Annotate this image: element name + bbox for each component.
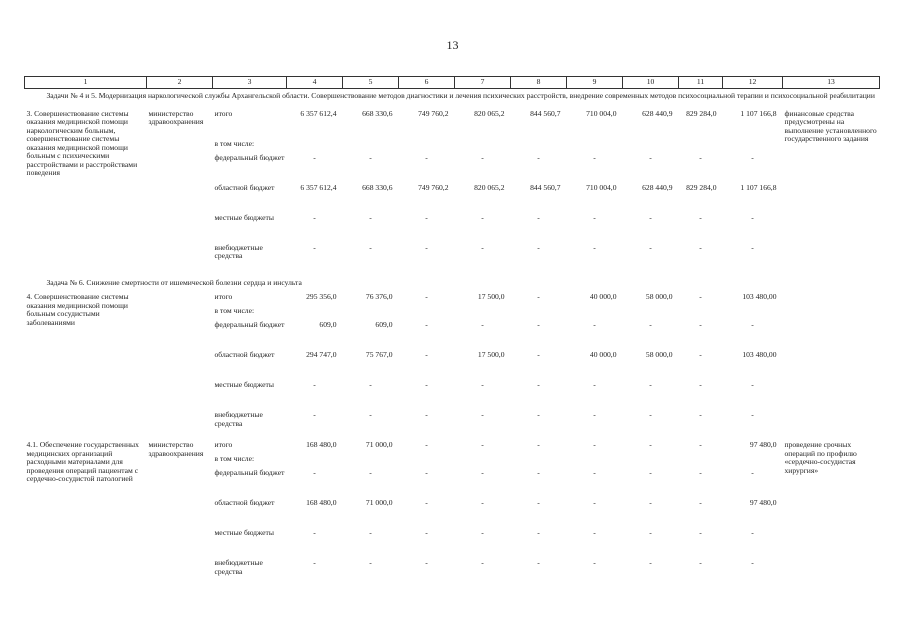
task-heading-row (25, 89, 880, 105)
amount-cell: - (593, 380, 596, 389)
table-row (25, 105, 880, 140)
amount-cell: 103 480,00 (742, 292, 777, 301)
amount-cell: - (699, 440, 702, 449)
source-label: итого (214, 440, 233, 449)
amount-cell: - (649, 380, 652, 389)
executor (147, 293, 213, 441)
amount-cell: - (699, 320, 702, 329)
amount-cell: - (593, 498, 596, 507)
amount-cell: - (593, 152, 596, 162)
amount-cell: 844 560,7 (530, 182, 561, 192)
note: проведение срочных операций по профилю «сердечно-сосудистая хирургия» (784, 440, 857, 475)
amount-cell: - (699, 212, 702, 222)
column-number-row (25, 77, 880, 89)
activity-name: 4.1. Обеспечение государственных медицинских организаций расходными материалами для проведения операций пациентам с сердечно-сосудистой патологией (26, 440, 139, 483)
amount-cell: - (537, 410, 540, 419)
amount-cell: - (699, 410, 702, 419)
amount-cell: - (425, 242, 428, 252)
amount-cell: - (751, 380, 754, 389)
col-header: 9 (567, 77, 623, 89)
col-header: 4 (287, 77, 343, 89)
amount-cell: 829 284,0 (686, 182, 717, 192)
note (783, 293, 880, 441)
amount-cell: - (369, 528, 372, 537)
amount-cell: - (481, 152, 484, 162)
amount-cell: - (425, 292, 428, 301)
col-header: 11 (679, 77, 723, 89)
amount-cell: - (537, 380, 540, 389)
amount-cell: - (313, 410, 316, 419)
amount-cell: 1 107 166,8 (740, 182, 777, 192)
amount-cell: - (369, 410, 372, 419)
col-header: 1 (25, 77, 147, 89)
amount-cell: 75 767,0 (365, 350, 393, 359)
source-label: в том числе: (214, 138, 255, 148)
amount-cell: - (751, 528, 754, 537)
amount-cell: - (593, 242, 596, 252)
amount-cell: - (537, 242, 540, 252)
col-header: 3 (213, 77, 287, 89)
amount-cell: 295 356,0 (306, 292, 337, 301)
amount-cell: - (369, 152, 372, 162)
col-header: 8 (511, 77, 567, 89)
executor: министерство здравоохранения (148, 440, 204, 458)
amount-cell: - (593, 410, 596, 419)
amount-cell: - (313, 528, 316, 537)
amount-cell: - (751, 212, 754, 222)
amount-cell: 668 330,6 (362, 108, 393, 118)
amount-cell: 168 480,0 (306, 440, 337, 449)
amount-cell: 628 440,9 (642, 182, 673, 192)
executor: министерство здравоохранения (148, 108, 204, 126)
source-label: местные бюджеты (214, 380, 274, 389)
amount-cell: - (699, 498, 702, 507)
amount-cell: - (425, 410, 428, 419)
task-heading: Задача № 6. Снижение смертности от ишемической болезни сердца и инсульта (46, 277, 302, 287)
amount-cell: - (593, 212, 596, 222)
amount-cell: - (481, 468, 484, 477)
amount-cell: 820 065,2 (474, 182, 505, 192)
activity-name: 3. Совершенствование системы оказания медицинской помощи наркологическим больным, совершенствование системы оказания медицинской помощи больным с психическими расстройствами и расстройствами поведения (26, 108, 138, 177)
amount-cell: - (751, 320, 754, 329)
amount-cell: 1 107 166,8 (740, 108, 777, 118)
amount-cell: - (537, 440, 540, 449)
amount-cell: - (481, 242, 484, 252)
amount-cell: 97 480,0 (749, 498, 777, 507)
amount-cell: - (593, 468, 596, 477)
col-header: 5 (343, 77, 399, 89)
amount-cell: 710 004,0 (586, 108, 617, 118)
amount-cell: - (699, 292, 702, 301)
amount-cell: - (313, 212, 316, 222)
amount-cell: - (425, 528, 428, 537)
amount-cell: - (425, 558, 428, 567)
source-label: местные бюджеты (214, 212, 274, 222)
amount-cell: - (425, 320, 428, 329)
amount-cell: - (369, 380, 372, 389)
amount-cell: - (425, 380, 428, 389)
amount-cell: 71 000,0 (365, 498, 393, 507)
amount-cell: 609,0 (375, 320, 393, 329)
amount-cell: 97 480,0 (749, 440, 777, 449)
task-heading: Задачи № 4 и 5. Модернизация наркологической службы Архангельской области. Совершенствование методов диагностики и лечения психических расстройств, внедрение современных методов психосоциальной терапии и психосоциальной реабилитации (46, 91, 875, 100)
amount-cell: - (481, 528, 484, 537)
amount-cell: - (481, 440, 484, 449)
amount-cell: 844 560,7 (530, 108, 561, 118)
amount-cell: - (481, 498, 484, 507)
amount-cell: - (537, 558, 540, 567)
page-number: 13 (446, 38, 459, 52)
amount-cell: - (481, 558, 484, 567)
amount-cell: - (425, 152, 428, 162)
source-label: областной бюджет (214, 350, 275, 359)
amount-cell: - (699, 380, 702, 389)
amount-cell: - (537, 350, 540, 359)
col-header: 10 (623, 77, 679, 89)
amount-cell: - (313, 468, 316, 477)
amount-cell: - (425, 212, 428, 222)
source-label: федеральный бюджет (214, 152, 285, 162)
amount-cell: - (537, 528, 540, 537)
source-label: в том числе: (214, 306, 255, 315)
amount-cell: - (313, 242, 316, 252)
amount-cell: 40 000,0 (589, 292, 617, 301)
amount-cell: 71 000,0 (365, 440, 393, 449)
amount-cell: - (537, 468, 540, 477)
amount-cell: 58 000,0 (645, 350, 673, 359)
amount-cell: - (481, 410, 484, 419)
note: финансовые средства предусмотрены на выполнение установленного государственного задания (784, 108, 877, 143)
amount-cell: 749 760,2 (418, 108, 449, 118)
amount-cell: - (537, 320, 540, 329)
amount-cell: - (649, 558, 652, 567)
amount-cell: - (369, 468, 372, 477)
amount-cell: - (649, 528, 652, 537)
amount-cell: - (699, 528, 702, 537)
source-label: внебюджетные средства (214, 558, 263, 576)
amount-cell: - (649, 320, 652, 329)
table-row (25, 441, 880, 455)
amount-cell: 609,0 (319, 320, 337, 329)
amount-cell: 749 760,2 (418, 182, 449, 192)
amount-cell: - (369, 212, 372, 222)
amount-cell: - (649, 440, 652, 449)
amount-cell: - (751, 410, 754, 419)
activity-name: 4. Совершенствование системы оказания медицинской помощи больным сосудистыми заболеваниями (26, 292, 129, 327)
amount-cell: 829 284,0 (686, 108, 717, 118)
amount-cell: 103 480,00 (742, 350, 777, 359)
amount-cell: 710 004,0 (586, 182, 617, 192)
amount-cell: - (699, 468, 702, 477)
col-header: 13 (783, 77, 880, 89)
program-financing-table (24, 76, 880, 589)
amount-cell: - (425, 350, 428, 359)
amount-cell: 6 357 612,4 (300, 182, 337, 192)
amount-cell: - (537, 212, 540, 222)
source-label: областной бюджет (214, 182, 275, 192)
amount-cell: - (425, 498, 428, 507)
amount-cell: 17 500,0 (477, 292, 505, 301)
amount-cell: - (699, 152, 702, 162)
col-header: 2 (147, 77, 213, 89)
amount-cell: - (593, 558, 596, 567)
amount-cell: 58 000,0 (645, 292, 673, 301)
amount-cell: 6 357 612,4 (300, 108, 337, 118)
source-label: в том числе: (214, 454, 255, 463)
amount-cell: - (313, 152, 316, 162)
source-label: внебюджетные средства (214, 242, 263, 260)
amount-cell: - (369, 558, 372, 567)
amount-cell: - (481, 380, 484, 389)
amount-cell: - (699, 242, 702, 252)
task-heading-row (25, 274, 880, 294)
amount-cell: - (593, 440, 596, 449)
col-header: 12 (723, 77, 783, 89)
amount-cell: 168 480,0 (306, 498, 337, 507)
amount-cell: - (649, 212, 652, 222)
source-label: местные бюджеты (214, 528, 274, 537)
amount-cell: - (593, 528, 596, 537)
amount-cell: - (425, 468, 428, 477)
amount-cell: - (481, 320, 484, 329)
amount-cell: - (649, 498, 652, 507)
amount-cell: 76 376,0 (365, 292, 393, 301)
amount-cell: 294 747,0 (306, 350, 337, 359)
amount-cell: - (425, 440, 428, 449)
amount-cell: - (369, 242, 372, 252)
amount-cell: - (649, 410, 652, 419)
amount-cell: - (699, 350, 702, 359)
source-label: внебюджетные средства (214, 410, 263, 428)
source-label: областной бюджет (214, 498, 275, 507)
amount-cell: 628 440,9 (642, 108, 673, 118)
amount-cell: 820 065,2 (474, 108, 505, 118)
table-row (25, 293, 880, 307)
amount-cell: - (751, 152, 754, 162)
source-label: итого (214, 292, 233, 301)
amount-cell: - (699, 558, 702, 567)
amount-cell: - (751, 558, 754, 567)
amount-cell: - (481, 212, 484, 222)
amount-cell: - (537, 498, 540, 507)
amount-cell: - (649, 242, 652, 252)
amount-cell: 40 000,0 (589, 350, 617, 359)
source-label: итого (214, 108, 233, 118)
amount-cell: - (537, 292, 540, 301)
amount-cell: - (649, 152, 652, 162)
amount-cell: 17 500,0 (477, 350, 505, 359)
source-label: федеральный бюджет (214, 320, 285, 329)
amount-cell: - (593, 320, 596, 329)
amount-cell: - (751, 468, 754, 477)
amount-cell: - (313, 558, 316, 567)
col-header: 6 (399, 77, 455, 89)
col-header: 7 (455, 77, 511, 89)
amount-cell: - (751, 242, 754, 252)
source-label: федеральный бюджет (214, 468, 285, 477)
amount-cell: - (537, 152, 540, 162)
amount-cell: 668 330,6 (362, 182, 393, 192)
amount-cell: - (649, 468, 652, 477)
amount-cell: - (313, 380, 316, 389)
